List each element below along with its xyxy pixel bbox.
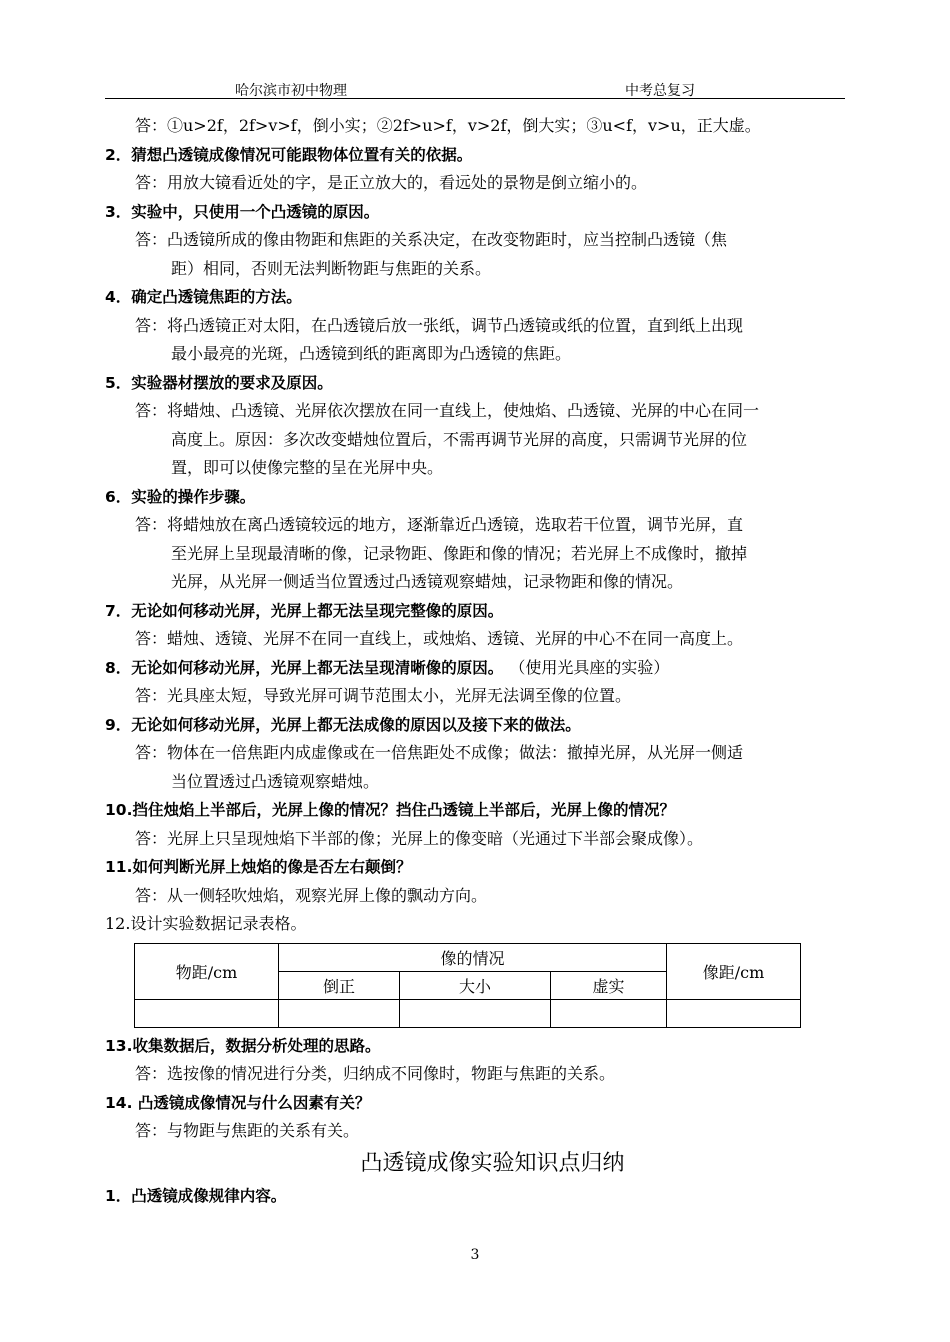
- answer-line: 答：选按像的情况进行分类，归纳成不同像时，物距与焦距的关系。: [135, 1064, 616, 1083]
- question-note: （使用光具座的实验）: [517, 657, 670, 677]
- answer-line: 最小最亮的光斑，凸透镜到纸的距离即为凸透镜的焦距。: [171, 344, 572, 363]
- question-text: 无论如何移动光屏，光屏上都无法呈现清晰像的原因。: [131, 658, 504, 677]
- question-text: 如何判断光屏上烛焰的像是否左右颠倒？: [132, 858, 412, 876]
- question-text: 无论如何移动光屏，光屏上都无法成像的原因以及接下来的做法。: [131, 715, 581, 734]
- question-text: 凸透镜成像情况与什么因素有关？: [132, 1093, 371, 1112]
- question-number: 6．: [105, 487, 132, 506]
- header-left-title: 哈尔滨市初中物理: [235, 83, 347, 99]
- answer-line: 答：将蜡烛、凸透镜、光屏依次摆放在同一直线上，使烛焰、凸透镜、光屏的中心在同一: [135, 401, 760, 420]
- question-line: [105, 1089, 850, 1118]
- question-line: [105, 141, 850, 170]
- question-text: 确定凸透镜焦距的方法。: [131, 288, 302, 306]
- question-text: 收集数据后，数据分析处理的思路。: [132, 1036, 381, 1055]
- answer-line: 当位置透过凸透镜观察蜡烛。: [171, 771, 380, 791]
- answer-line: 光屏，从光屏一侧适当位置透过凸透镜观察蜡烛，记录物距和像的情况。: [171, 572, 684, 591]
- answer-line: 置，即可以使像完整的呈在光屏中央。: [171, 458, 444, 477]
- table-subheader-real-virtual: 虚实: [551, 971, 667, 999]
- question-number: 8．: [105, 658, 132, 677]
- question-number: 1．: [105, 1186, 132, 1205]
- table-cell: [135, 999, 279, 1027]
- answer-line: 距）相同，否则无法判断物距与焦距的关系。: [171, 258, 492, 278]
- question-number: 9．: [105, 715, 132, 734]
- question-number: 2．: [105, 145, 132, 164]
- question-text: 实验的操作步骤。: [131, 487, 256, 506]
- answer-line: 答：①u>2f，2f>v>f，倒小实；②2f>u>f，v>2f，倒大实；③u<f，v>u，正大虚。: [135, 116, 761, 135]
- question-line: [105, 796, 850, 825]
- answer-line: 答：与物距与焦距的关系有关。: [135, 1121, 360, 1140]
- answer-line: 答：蜡烛、透镜、光屏不在同一直线上，或烛焰、透镜、光屏的中心不在同一高度上。: [135, 629, 744, 648]
- question-line: [105, 711, 850, 740]
- answer-line: 答：将凸透镜正对太阳，在凸透镜后放一张纸，调节凸透镜或纸的位置，直到纸上出现: [135, 315, 744, 335]
- question-number: 3．: [105, 202, 132, 221]
- qa-block-1: [105, 112, 850, 939]
- answer-line: 答：光屏上只呈现烛焰下半部的像；光屏上的像变暗（光通过下半部会聚成像）。: [135, 828, 704, 848]
- table-cell: [279, 999, 400, 1027]
- question-text: 实验中，只使用一个凸透镜的原因。: [131, 202, 380, 221]
- question-line: [105, 483, 850, 512]
- question-line: 12.设计实验数据记录表格。: [105, 914, 307, 933]
- question-number: 11.: [105, 858, 133, 876]
- document-body: [105, 112, 850, 1210]
- question-number: 13.: [105, 1036, 133, 1055]
- question-text: 无论如何移动光屏，光屏上都无法呈现完整像的原因。: [131, 601, 504, 620]
- answer-line: 答：光具座太短，导致光屏可调节范围太小，光屏无法调至像的位置。: [135, 686, 632, 705]
- question-line: [105, 198, 850, 227]
- question-line: [105, 1182, 850, 1211]
- question-text: 猜想凸透镜成像情况可能跟物体位置有关的依据。: [131, 145, 473, 164]
- qa-block-2: [105, 1032, 850, 1146]
- question-line: [105, 597, 850, 626]
- question-text: 凸透镜成像规律内容。: [131, 1186, 287, 1205]
- question-text: 实验器材摆放的要求及原因。: [131, 373, 333, 392]
- table-subheader-size: 大小: [400, 971, 551, 999]
- question-number: 14.: [105, 1093, 133, 1112]
- question-line: [105, 283, 850, 312]
- table-header-object-distance: 物距/cm: [135, 943, 279, 999]
- page-number: 3: [470, 1247, 480, 1263]
- table-subheader-orientation: 倒正: [279, 971, 400, 999]
- question-line: [105, 1032, 850, 1061]
- answer-line: 答：物体在一倍焦距内成虚像或在一倍焦距处不成像；做法：撤掉光屏，从光屏一侧适: [135, 743, 744, 762]
- question-line: [105, 654, 850, 683]
- header-right-title: 中考总复习: [625, 83, 695, 99]
- table-cell: [400, 999, 551, 1027]
- answer-line: 答：凸透镜所成的像由物距和焦距的关系决定，在改变物距时，应当控制凸透镜（焦: [135, 230, 728, 249]
- table-header-image-condition: 像的情况: [279, 943, 667, 971]
- answer-line: 答：用放大镜看近处的字，是正立放大的，看远处的景物是倒立缩小的。: [135, 173, 648, 192]
- page-header: [105, 80, 845, 99]
- qa-block-3: [105, 1182, 850, 1211]
- table-header-image-distance: 像距/cm: [667, 943, 801, 999]
- question-text: 挡住烛焰上半部后，光屏上像的情况？挡住凸透镜上半部后，光屏上像的情况？: [132, 801, 675, 819]
- answer-line: 至光屏上呈现最清晰的像，记录物距、像距和像的情况；若光屏上不成像时，撤掉: [171, 543, 748, 563]
- question-line: [105, 853, 850, 882]
- answer-line: 答：从一侧轻吹烛焰，观察光屏上像的飘动方向。: [135, 885, 488, 905]
- table-cell: [551, 999, 667, 1027]
- question-number: 4．: [105, 288, 132, 306]
- record-table: [134, 943, 801, 1028]
- answer-line: 答：将蜡烛放在离凸透镜较远的地方，逐渐靠近凸透镜，选取若干位置，调节光屏，直: [135, 515, 744, 534]
- table-cell: [667, 999, 801, 1027]
- question-number: 5．: [105, 373, 132, 392]
- question-line: [105, 369, 850, 398]
- question-number: 7．: [105, 601, 132, 620]
- section-title: 凸透镜成像实验知识点归纳: [360, 1150, 625, 1176]
- answer-line: 高度上。原因：多次改变蜡烛位置后，不需再调节光屏的高度，只需调节光屏的位: [171, 429, 748, 449]
- question-number: 10.: [105, 801, 133, 819]
